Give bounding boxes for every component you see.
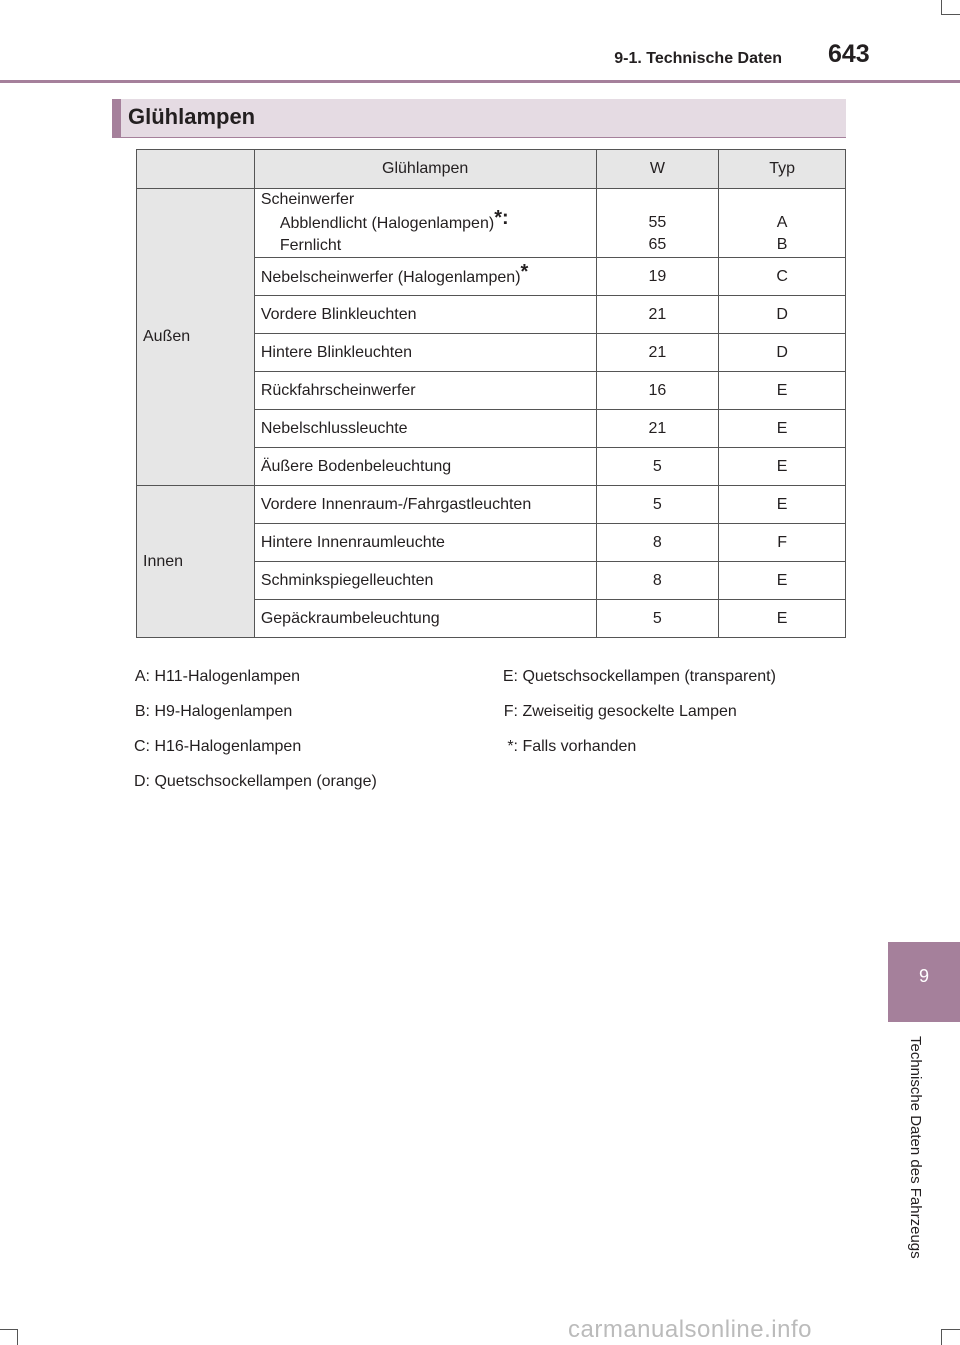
watt-value: 16: [596, 372, 719, 410]
watt-value: 8: [596, 562, 719, 600]
crop-mark: [941, 0, 942, 14]
chapter-title: Technische Daten des Fahrzeugs: [907, 1036, 924, 1259]
bulb-name: Schminkspiegelleuchten: [254, 562, 596, 600]
bulb-name-line: Fernlicht: [279, 237, 342, 254]
header-empty-cell: [137, 150, 255, 189]
bulb-name: Nebelschlussleuchte: [254, 410, 596, 448]
type-value: A: [776, 214, 788, 231]
table-header-row: [137, 150, 846, 189]
watt-value: 19: [596, 258, 719, 296]
bulb-name-line: Scheinwerfer: [260, 191, 355, 208]
legend-text: H11-Halogenlampen: [154, 668, 301, 685]
legend-text: H9-Halogenlampen: [154, 703, 293, 720]
type-value: E: [719, 410, 846, 448]
legend-text: Quetschsockellampen (transparent): [522, 668, 776, 685]
legend-item: [494, 668, 776, 686]
watt-value: 8: [596, 524, 719, 562]
type-value: E: [719, 448, 846, 486]
type-cell: [719, 189, 846, 258]
bulb-name: Vordere Blinkleuchten: [254, 296, 596, 334]
legend-text: Quetschsockellampen (orange): [154, 773, 377, 790]
column-header-gluehlampen: Glühlampen: [254, 150, 596, 189]
legend-key: A:: [134, 668, 150, 685]
type-value: E: [719, 600, 846, 638]
bulb-name-scheinwerfer: [254, 189, 596, 258]
footnote-star: *:: [494, 207, 509, 229]
column-header-typ: Typ: [719, 150, 846, 189]
table-row: [137, 189, 846, 258]
bulb-name: Hintere Innenraumleuchte: [254, 524, 596, 562]
bulb-name-line: Abblendlicht (Halogenlampen): [279, 215, 495, 232]
section-underline: [112, 137, 846, 138]
bulb-name: Vordere Innenraum-/Fahrgastleuchten: [254, 486, 596, 524]
type-value: C: [719, 258, 846, 296]
bulb-name: Hintere Blinkleuchten: [254, 334, 596, 372]
section-title-bar: [112, 99, 846, 137]
legend-item: [494, 703, 737, 721]
legend-key: F:: [503, 703, 518, 720]
type-value: E: [719, 486, 846, 524]
group-label-innen: Innen: [137, 486, 255, 638]
header-rule: [0, 80, 960, 83]
legend-item: [126, 703, 292, 721]
type-value: F: [719, 524, 846, 562]
bulb-name: Nebelscheinwerfer (Halogenlampen)*: [254, 258, 596, 296]
bulb-name: Gepäckraumbeleuchtung: [254, 600, 596, 638]
bulb-table: [136, 149, 846, 638]
section-title: Glühlampen: [128, 104, 256, 129]
legend-text: Zweiseitig gesockelte Lampen: [522, 703, 737, 720]
legend-key: D:: [134, 773, 150, 790]
legend-text: H16-Halogenlampen: [154, 738, 302, 755]
legend-key: B:: [134, 703, 150, 720]
watt-value: 55: [648, 214, 667, 231]
watt-cell: [596, 189, 719, 258]
type-value: E: [719, 562, 846, 600]
chapter-number: 9: [918, 966, 929, 986]
watt-value: 21: [596, 296, 719, 334]
legend-text: Falls vorhanden: [522, 738, 637, 755]
watt-value: 5: [596, 600, 719, 638]
type-value: E: [719, 372, 846, 410]
legend-key: C:: [134, 738, 150, 755]
chapter-tab: [888, 942, 960, 1022]
table-row: [137, 486, 846, 524]
legend-item: [126, 668, 300, 686]
running-header-section: 9-1. Technische Daten: [614, 50, 782, 67]
watermark: carmanualsonline.info: [568, 1316, 812, 1343]
watt-value: 5: [596, 486, 719, 524]
legend-item: [494, 738, 636, 756]
crop-mark: [941, 1329, 942, 1345]
bulb-name: Rückfahrscheinwerfer: [254, 372, 596, 410]
legend-item: [126, 773, 377, 791]
footnote-star: *: [520, 261, 529, 283]
watt-value: 21: [596, 334, 719, 372]
group-label-aussen: Außen: [137, 189, 255, 486]
type-value: B: [776, 236, 788, 253]
crop-mark: [941, 14, 960, 15]
watt-value: 65: [648, 236, 667, 253]
crop-mark: [0, 1329, 17, 1330]
legend-item: [126, 738, 301, 756]
legend-key: *:: [507, 738, 518, 755]
column-header-w: W: [596, 150, 719, 189]
watt-value: 5: [596, 448, 719, 486]
type-value: D: [719, 296, 846, 334]
bulb-name: Äußere Bodenbeleuchtung: [254, 448, 596, 486]
type-value: D: [719, 334, 846, 372]
watt-value: 21: [596, 410, 719, 448]
crop-mark: [17, 1329, 18, 1345]
crop-mark: [941, 1329, 960, 1330]
legend-key: E:: [502, 668, 518, 685]
page-number: 643: [828, 40, 870, 68]
